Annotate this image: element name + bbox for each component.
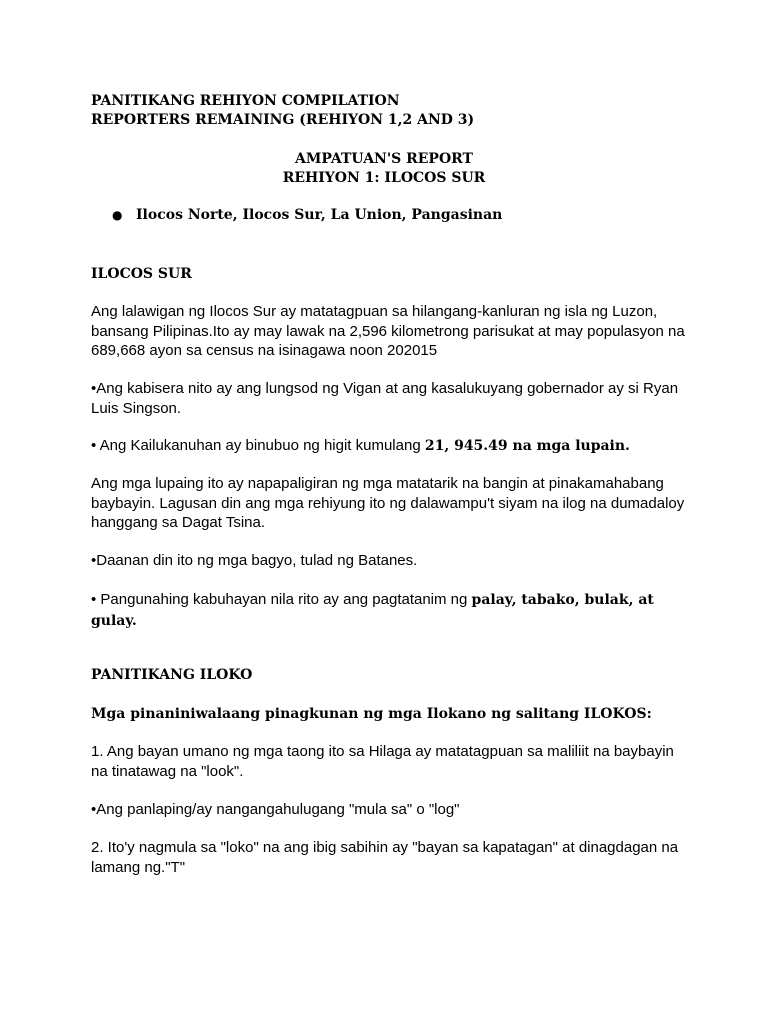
list-item-text: Ilocos Norte, Ilocos Sur, La Union, Pangasinan (136, 207, 503, 223)
paragraph-land-area (91, 436, 691, 457)
livelihood-crops: palay, tabako, bulak, at gulay. (91, 592, 654, 629)
report-title: AMPATUAN'S REPORT (295, 151, 473, 167)
land-area-text: • Ang Kailukanuhan ay binubuo ng higit kumulang (91, 437, 425, 454)
paragraph-origin-1: 1. Ang bayan umano ng mga taong ito sa Hilaga ay matatagpuan sa maliliit na baybayin na tinatawag na "look". (91, 743, 674, 780)
paragraph-affix: •Ang panlaping/ay nangangahulugang "mula sa" o "log" (91, 801, 460, 818)
paragraph-capital: •Ang kabisera nito ay ang lungsod ng Vigan at ang kasalukuyang gobernador ay si Ryan Luis Singson. (91, 380, 679, 417)
section-heading-panitikang-iloko: PANITIKANG ILOKO (91, 667, 253, 683)
paragraph-geography: Ang mga lupaing ito ay napapaligiran ng mga matatarik na bangin at pinakamahabang baybayin. Lagusan din ang mga rehiyung ito ng dalawampu't siyam na ilog na dumadaloy hanggang sa Dagat Tsina. (91, 475, 685, 531)
paragraph-origin-2: 2. Ito'y nagmula sa "loko" na ang ibig sabihin ay "bayan sa kapatagan" at dinagdagan na lamang ng."T" (91, 839, 679, 876)
header-line-2: REPORTERS REMAINING (REHIYON 1,2 AND 3) (91, 112, 475, 128)
report-title-block (0, 150, 768, 188)
land-area-value: 21, 945.49 na mga lupain. (424, 438, 630, 454)
section-subheading: Mga pinaniniwalaang pinagkunan ng mga Ilokano ng salitang ILOKOS: (91, 706, 652, 722)
livelihood-text: • Pangunahing kabuhayan nila rito ay ang pagtatanim ng (91, 591, 472, 608)
paragraph-location: Ang lalawigan ng Ilocos Sur ay matatagpuan sa hilangang-kanluran ng isla ng Luzon, bansang Pilipinas.Ito ay may lawak na 2,596 kilometrong parisukat at may populasyon na 689,668 ayon sa census na isinagawa noon 202015 (91, 303, 685, 359)
list-item (112, 206, 502, 225)
paragraph-typhoons: •Daanan din ito ng mga bagyo, tulad ng Batanes. (91, 552, 418, 569)
header-line-1: PANITIKANG REHIYON COMPILATION (91, 93, 400, 109)
bullet-marker: ● (112, 208, 123, 222)
document-header (91, 92, 691, 130)
province-list (112, 206, 502, 225)
paragraph-livelihood (91, 590, 691, 631)
section-heading-ilocos-sur: ILOCOS SUR (91, 266, 192, 282)
report-subtitle: REHIYON 1: ILOCOS SUR (282, 170, 486, 186)
